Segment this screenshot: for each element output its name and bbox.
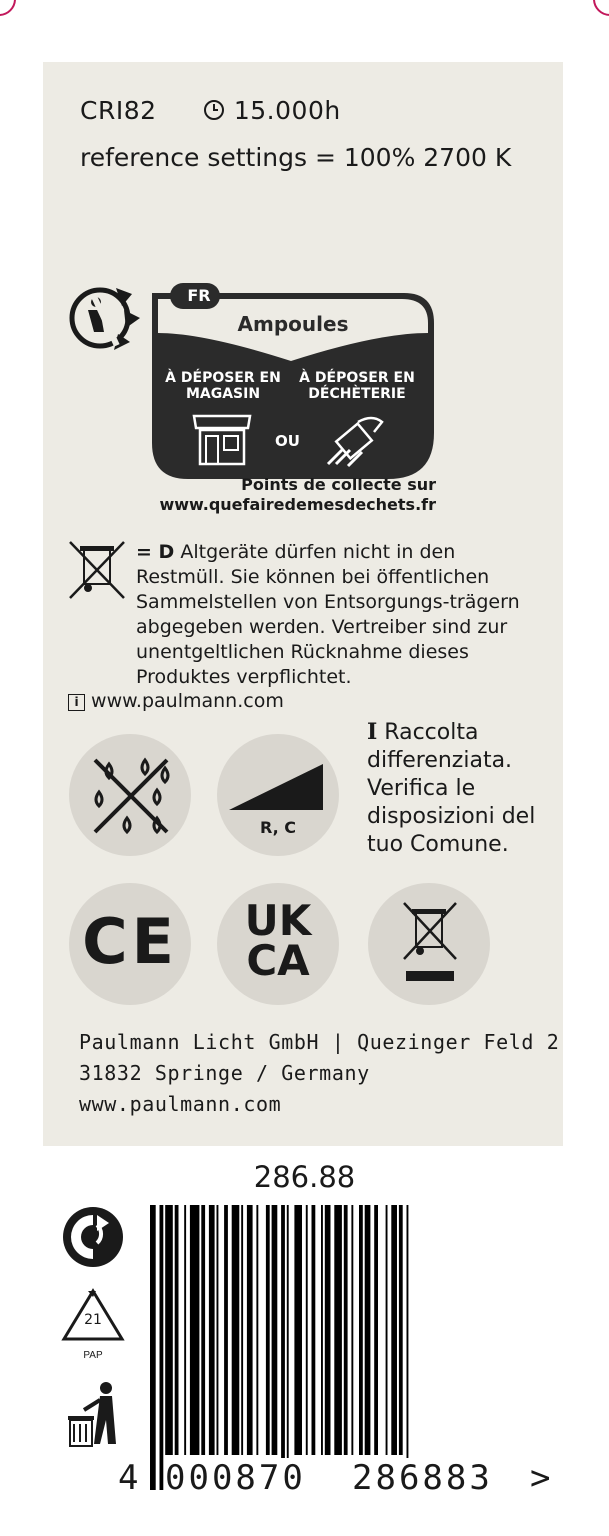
barcode-right-digits: 286883 xyxy=(352,1458,512,1498)
barcode-bar xyxy=(386,1205,388,1455)
barcode-bar xyxy=(247,1205,253,1455)
triman-or: OU xyxy=(275,432,300,450)
weee-de-prefix: = D xyxy=(136,541,175,563)
pap-code: 21 xyxy=(84,1312,102,1328)
barcode-bar xyxy=(190,1205,200,1455)
collect-line1: Points de collecte sur xyxy=(241,475,436,494)
ukca-line1: UK xyxy=(244,896,312,945)
barcode-bar xyxy=(374,1205,378,1455)
ce-badge xyxy=(69,883,191,1005)
crop-mark-left xyxy=(0,0,16,16)
barcode-bar xyxy=(334,1205,342,1455)
no-water-drops-icon xyxy=(69,734,191,856)
barcode-first-digit: 4 xyxy=(118,1458,139,1498)
weee-de-text xyxy=(68,540,548,690)
barcode-bar xyxy=(256,1205,258,1455)
crossed-bin-bar-icon xyxy=(368,883,490,1005)
manufacturer-address xyxy=(79,1027,559,1120)
address-line2: 31832 Springe / Germany xyxy=(79,1061,370,1085)
barcode-bar xyxy=(217,1205,219,1455)
store-icon xyxy=(190,412,254,468)
collect-line2: www.quefairedemesdechets.fr xyxy=(159,495,436,514)
barcode-bar xyxy=(321,1205,323,1455)
barcode-bar xyxy=(266,1205,270,1455)
triman-option-store: À DÉPOSER EN MAGASIN xyxy=(165,370,281,402)
address-line1: Paulmann Licht GmbH | Quezinger Feld 2 xyxy=(79,1030,560,1054)
reference-settings: reference settings = 100% 2700 K xyxy=(80,143,512,172)
barcode-bar xyxy=(165,1205,173,1455)
specs-line xyxy=(80,96,341,125)
barcode-bar xyxy=(184,1205,186,1455)
weee-de-info xyxy=(68,690,284,712)
article-number: 286.88 xyxy=(253,1160,356,1194)
barcode-bar xyxy=(365,1205,371,1455)
class-badge xyxy=(217,734,339,856)
recycling-center-icon xyxy=(322,410,388,470)
barcode-bar xyxy=(407,1205,409,1490)
barcode-bar xyxy=(150,1205,156,1490)
barcode-bar xyxy=(294,1205,302,1455)
weee-de-body: Altgeräte dürfen nicht in den Restmüll. Sie können bei öffentlichen Sammelstellen von Entsorgungs-trägern abgegeben werden. Vertreiber sind zur unentgeltlichen Rücknahme dieses Produktes verpflichtet. xyxy=(136,541,520,688)
barcode-bar xyxy=(399,1205,403,1455)
barcode-bar xyxy=(160,1205,164,1490)
class-label: R, C xyxy=(259,818,296,837)
barcode-bar xyxy=(241,1205,243,1455)
barcode-bar xyxy=(209,1205,215,1455)
tidyman-icon xyxy=(64,1380,124,1450)
barcode-bar xyxy=(224,1205,228,1455)
wedge-icon xyxy=(217,734,339,856)
barcode-bar xyxy=(287,1205,289,1490)
barcode-bar xyxy=(281,1205,285,1490)
barcode-bar xyxy=(344,1205,348,1455)
weee-de-url: www.paulmann.com xyxy=(91,690,284,712)
ce-mark: CE xyxy=(82,905,178,978)
green-dot-icon xyxy=(61,1205,125,1269)
triman-product: Ampoules xyxy=(237,312,349,336)
cri-value: CRI82 xyxy=(80,96,157,125)
clock-icon xyxy=(203,99,225,121)
address-line3: www.paulmann.com xyxy=(79,1092,282,1116)
ukca-mark xyxy=(217,896,339,985)
lifetime-value: 15.000h xyxy=(233,96,341,125)
barcode-bar xyxy=(175,1205,179,1455)
ukca-badge xyxy=(217,883,339,1005)
barcode-bar xyxy=(391,1205,397,1455)
weee-it-text xyxy=(367,718,557,859)
no-water-badge xyxy=(69,734,191,856)
crop-mark-right xyxy=(593,0,609,16)
pap-label: PAP xyxy=(83,1350,103,1361)
barcode-bar xyxy=(272,1205,278,1455)
barcode-bar xyxy=(306,1205,308,1455)
barcode-bar xyxy=(201,1205,205,1455)
triman-icon xyxy=(66,280,146,355)
barcode-bar xyxy=(312,1205,316,1455)
barcode-bar xyxy=(359,1205,363,1455)
triman-country: FR xyxy=(187,286,211,305)
weee-it-prefix: I xyxy=(367,719,378,745)
barcode-left-digits: 000870 xyxy=(165,1458,325,1498)
barcode-bar xyxy=(325,1205,331,1455)
ean-barcode xyxy=(150,1205,530,1490)
weee-it-body: Raccolta differenziata. Verifica le disposizioni del tuo Comune. xyxy=(367,720,536,857)
barcode-quiet-mark: > xyxy=(530,1458,551,1498)
ukca-line2: CA xyxy=(246,936,310,985)
barcode-bar xyxy=(232,1205,240,1455)
barcode-bar xyxy=(351,1205,353,1455)
triman-option-center: À DÉPOSER EN DÉCHÈTERIE xyxy=(299,370,415,402)
info-icon: i xyxy=(68,694,85,711)
weee-badge xyxy=(368,883,490,1005)
